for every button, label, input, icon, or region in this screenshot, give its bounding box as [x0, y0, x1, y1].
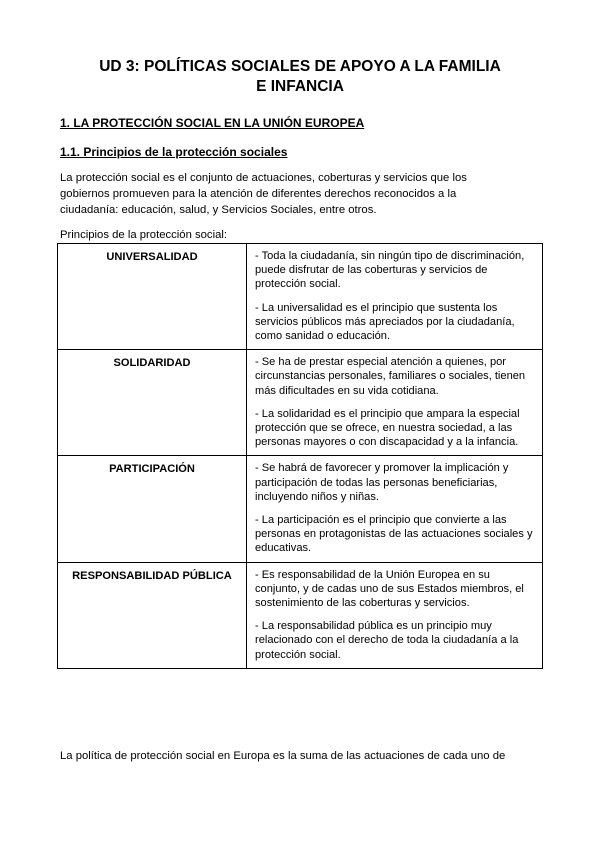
table-row — [58, 456, 543, 562]
principle-name: RESPONSABILIDAD PÚBLICA — [58, 562, 247, 668]
principle-description — [247, 456, 543, 562]
table-caption: Principios de la protección social: — [60, 229, 228, 241]
section-heading: 1. LA PROTECCIÓN SOCIAL EN LA UNIÓN EUROPEA — [60, 116, 365, 130]
title-line-1: UD 3: POLÍTICAS SOCIALES DE APOYO A LA FAMILIA — [99, 58, 501, 75]
principle-desc-2: - La solidaridad es el principio que ampara la especial protección que se ofrece, en nuestra sociedad, a las personas mayores o con discapacidad y a la infancia. — [255, 407, 520, 449]
table-row — [58, 562, 543, 668]
principle-desc-1: - Se ha de prestar especial atención a quienes, por circunstancias personales, familiares o sociales, tienen más dificultades en su vida cotidiana. — [255, 356, 526, 397]
principle-description — [247, 244, 543, 350]
principle-description — [247, 350, 543, 456]
principle-desc-1: - Se habrá de favorecer y promover la implicación y participación de todas las personas beneficiarias, incluyendo niños y niñas. — [255, 462, 509, 503]
closing-paragraph: La política de protección social en Europa es la suma de las actuaciones de cada uno de — [60, 750, 506, 762]
principle-desc-2: - La responsabilidad pública es un principio muy relacionado con el derecho de toda la ciudadanía a la protección social. — [255, 620, 519, 661]
principle-description — [247, 562, 543, 668]
intro-paragraph: La protección social es el conjunto de actuaciones, coberturas y servicios que los gobiernos promueven para la atención de diferentes derechos reconocidos a la ciudadanía: educación, salud, y Servicios Sociales, entre otros. — [60, 172, 467, 216]
table-row — [58, 244, 543, 350]
table-row — [58, 350, 543, 456]
principle-desc-1: - Es responsabilidad de la Unión Europea en su conjunto, y de cadas uno de sus Estados miembros, el sostenimiento de las coberturas y servicios. — [255, 568, 524, 610]
principle-name: UNIVERSALIDAD — [58, 244, 247, 350]
principle-desc-2: - La participación es el principio que convierte a las personas en protagonistas de las actuaciones sociales y educativas. — [255, 514, 533, 555]
principles-table — [57, 243, 543, 669]
principle-desc-2: - La universalidad es el principio que sustenta los servicios públicos más apreciados por la ciudadanía, como sanidad o educación. — [255, 301, 515, 343]
subsection-heading: 1.1. Principios de la protección sociales — [60, 145, 288, 159]
principle-desc-1: - Toda la ciudadanía, sin ningún tipo de discriminación, puede disfrutar de las coberturas y servicios de protección social. — [255, 250, 525, 291]
principle-name: SOLIDARIDAD — [58, 350, 247, 456]
principle-name: PARTICIPACIÓN — [58, 456, 247, 562]
document-title — [60, 57, 540, 97]
title-line-2: E INFANCIA — [256, 78, 344, 95]
